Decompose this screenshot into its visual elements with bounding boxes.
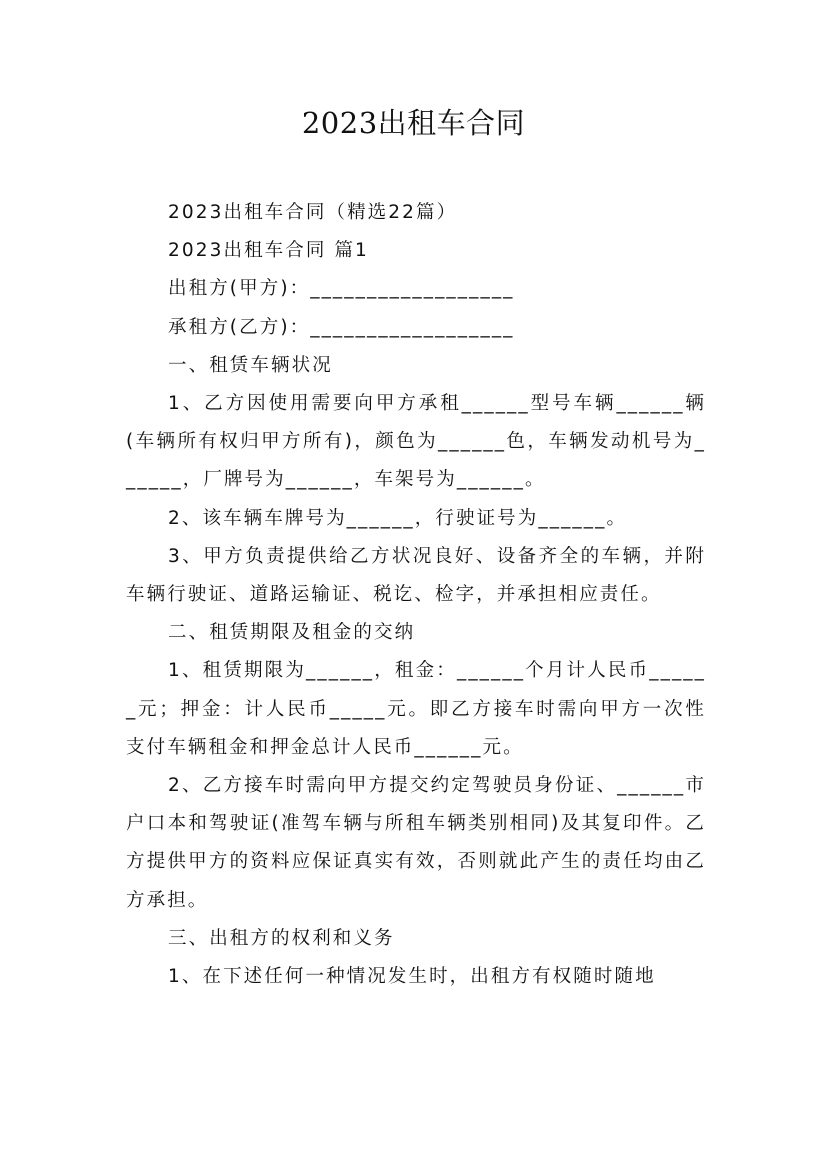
clause-heading: 三、出租方的权利和义务 bbox=[168, 927, 395, 949]
clause-paragraph: 2、该车辆车牌号为______，行驶证号为______。 bbox=[168, 507, 628, 529]
document-body bbox=[126, 194, 706, 996]
clause-paragraph: 1、乙方因使用需要向甲方承租______型号车辆______辆(车辆所有权归甲方所有)，颜色为______色，车辆发动机号为______，厂牌号为______，车架号为______。 bbox=[126, 393, 706, 491]
lessor-field: 出租方(甲方)：__________________ bbox=[168, 278, 515, 300]
clause-heading: 一、租赁车辆状况 bbox=[168, 354, 333, 376]
lessee-field: 承租方(乙方)：__________________ bbox=[168, 316, 515, 338]
clause-paragraph: 1、租赁期限为______，租金：______个月计人民币______元；押金：计人民币_____元。即乙方接车时需向甲方一次性支付车辆租金和押金总计人民币______元。 bbox=[126, 660, 706, 758]
clause-paragraph: 2、乙方接车时需向甲方提交约定驾驶员身份证、______市户口本和驾驶证(准驾车辆与所租车辆类别相同)及其复印件。乙方提供甲方的资料应保证真实有效，否则就此产生的责任均由乙方承担。 bbox=[126, 775, 706, 911]
document-title: 2023出租车合同 bbox=[301, 106, 526, 140]
clause-paragraph: 3、甲方负责提供给乙方状况良好、设备齐全的车辆，并附车辆行驶证、道路运输证、税讫、检字，并承担相应责任。 bbox=[126, 545, 706, 606]
clause-paragraph: 1、在下述任何一种情况发生时，出租方有权随时随地 bbox=[168, 966, 656, 988]
clause-heading: 二、租赁期限及租金的交纳 bbox=[168, 622, 416, 644]
section-heading: 2023出租车合同 篇1 bbox=[168, 240, 369, 262]
subtitle-paragraph: 2023出租车合同（精选22篇） bbox=[168, 202, 458, 223]
